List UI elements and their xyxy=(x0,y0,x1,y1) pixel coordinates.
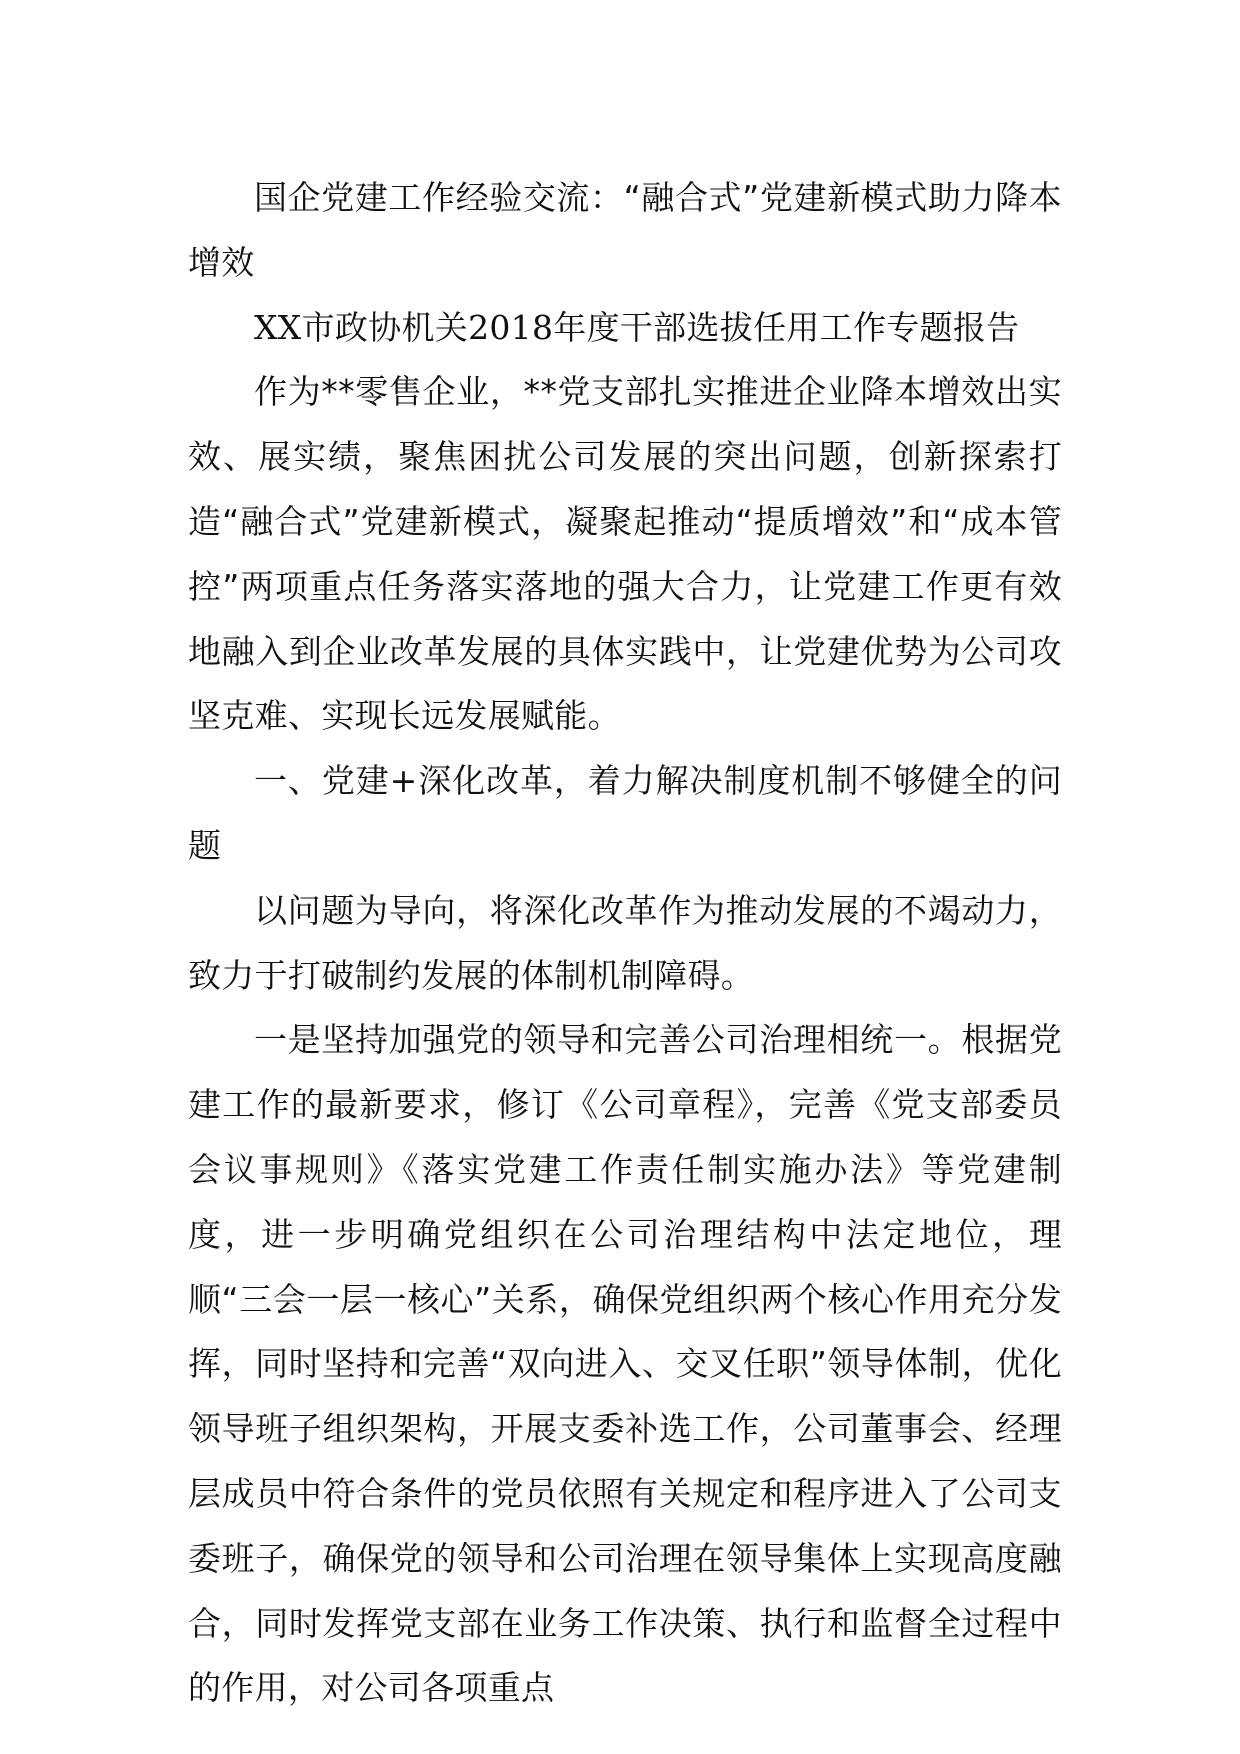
document-body xyxy=(188,166,1062,1721)
document-subtitle: XX市政协机关2018年度干部选拔任用工作专题报告 xyxy=(254,307,1020,347)
document-title: 国企党建工作经验交流：“融合式”党建新模式助力降本增效 xyxy=(188,178,1062,282)
paragraph-section-1-point-1: 一是坚持加强党的领导和完善公司治理相统一。根据党建工作的最新要求，修订《公司章程》，完善《党支部委员会议事规则》《落实党建工作责任制实施办法》等党建制度，进一步明确党组织在公司治理结构中法定地位，理顺“三会一层一核心”关系，确保党组织两个核心作用充分发挥，同时坚持和完善“双向进入、交叉任职”领导体制，优化领导班子组织架构，开展支委补选工作，公司董事会、经理层成员中符合条件的党员依照有关规定和程序进入了公司支委班子，确保党的领导和公司治理在领导集体上实现高度融合，同时发挥党支部在业务工作决策、执行和监督全过程中的作用，对公司各项重点 xyxy=(188,1020,1062,1708)
section-heading-1: 一、党建+深化改革，着力解决制度机制不够健全的问题 xyxy=(188,761,1062,865)
paragraph-intro: 作为**零售企业，**党支部扎实推进企业降本增效出实效、展实绩，聚焦困扰公司发展的突出问题，创新探索打造“融合式”党建新模式，凝聚起推动“提质增效”和“成本管控”两项重点任务落实落地的强大合力，让党建工作更有效地融入到企业改革发展的具体实践中，让党建优势为公司攻坚克难、实现长远发展赋能。 xyxy=(188,372,1062,736)
paragraph-section-1-intro: 以问题为导向，将深化改革作为推动发展的不竭动力，致力于打破制约发展的体制机制障碍。 xyxy=(188,890,1062,995)
